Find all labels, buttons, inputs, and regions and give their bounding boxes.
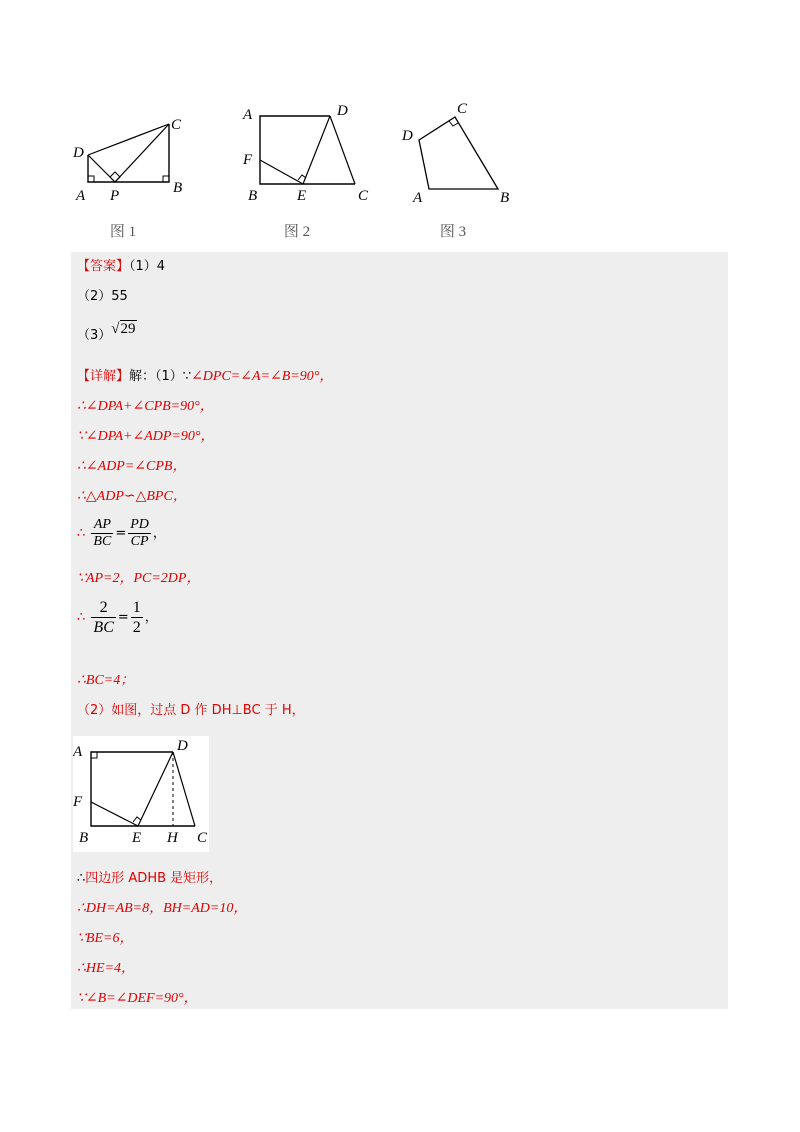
figure-3-caption: 图 3: [439, 224, 467, 240]
detail-line-15: ∵∠B=∠DEF=90°，: [77, 991, 198, 1006]
figure-2: [240, 100, 375, 208]
figure-1-diagram: [70, 110, 190, 205]
answer-part3-radicand: 29: [120, 321, 136, 337]
answer-part2-label: （2）: [77, 289, 112, 304]
detail-line-11: [77, 870, 222, 888]
fraction-ap-bc: [91, 517, 113, 550]
detail-line-12: ∴DH=AB=8，BH=AD=10，: [77, 901, 248, 916]
detail-line-1: [77, 368, 333, 386]
detail-line-9: ∴BC=4；: [77, 673, 135, 688]
sol-fig-label-D: D: [177, 738, 188, 754]
fig3-label-D: D: [402, 128, 413, 144]
detail-l8-equals: =: [117, 610, 129, 625]
detail-line-5: ∴△ADP∽△BPC，: [77, 489, 187, 504]
fraction-ap-bc-denominator: BC: [93, 534, 112, 549]
detail-l6-therefore: ∴: [77, 526, 86, 541]
sol-fig-label-B: B: [79, 830, 89, 846]
sol-fig-label-C: C: [197, 830, 208, 846]
detail-line-13: ∵BE=6，: [77, 931, 134, 946]
answer-part2-value: 55: [111, 289, 128, 304]
sol-fig-label-E: E: [132, 830, 142, 846]
detail-line-3: ∵∠DPA+∠ADP=90°，: [77, 429, 215, 444]
figure-3: [395, 95, 525, 207]
detail-line-6: [77, 516, 166, 552]
fraction-1-2-denominator: 2: [132, 619, 141, 636]
detail-l8-therefore: ∴: [77, 610, 86, 625]
fraction-ap-bc-numerator: AP: [93, 517, 111, 532]
sol-fig-label-A: A: [73, 744, 83, 760]
fig1-label-P: P: [110, 188, 120, 204]
detail-header: 【详解】: [77, 369, 130, 384]
fraction-2-bc-denominator: BC: [93, 619, 114, 636]
answer-part3-sqrt: √29: [111, 321, 136, 337]
detail-l6-equals: =: [115, 526, 127, 541]
fig2-label-E: E: [297, 188, 307, 204]
detail-l11-therefore: ∴: [77, 871, 86, 886]
fraction-pd-cp-denominator: CP: [128, 533, 151, 550]
detail-line-8: [77, 598, 158, 638]
fig2-label-F: F: [243, 152, 253, 168]
fig1-label-D: D: [73, 145, 84, 161]
answer-line-2: [77, 288, 128, 306]
figure-1-caption: 图 1: [109, 224, 137, 240]
figure-3-diagram: [395, 95, 525, 207]
answer-part1-label: （1）: [129, 259, 157, 274]
detail-l8-tail: ，: [144, 610, 158, 625]
fig3-label-C: C: [457, 101, 468, 117]
solution-figure-diagram: [73, 736, 209, 848]
answer-line-3: [77, 320, 137, 345]
fraction-1-2: [131, 598, 143, 637]
figure-2-caption: 图 2: [283, 224, 311, 240]
detail-line-7: ∵AP=2，PC=2DP，: [77, 571, 201, 586]
fig2-label-D: D: [337, 103, 348, 119]
answer-line-1: [77, 258, 165, 276]
answer-header: 【答案】: [77, 259, 130, 274]
fig1-label-A: A: [76, 188, 86, 204]
fig2-label-B: B: [248, 188, 258, 204]
fraction-2-bc: [91, 598, 115, 637]
detail-because-symbol: ∵: [182, 369, 192, 384]
detail-intro: 解：（1）: [129, 369, 183, 384]
sol-fig-label-H: H: [167, 830, 178, 846]
fraction-1-2-numerator: 1: [132, 599, 141, 616]
solution-figure: [73, 736, 209, 852]
detail-line-14: ∴HE=4，: [77, 961, 136, 976]
detail-l6-tail: ，: [152, 526, 166, 541]
answer-part3-label: （3）: [77, 328, 112, 343]
answer-part1-value: 4: [156, 259, 166, 274]
fig1-label-B: B: [173, 180, 183, 196]
fig1-label-C: C: [171, 117, 182, 133]
fraction-pd-cp-numerator: PD: [130, 517, 149, 532]
detail-l1-text: ∠DPC=∠A=∠B=90°，: [191, 369, 334, 384]
fig3-label-B: B: [500, 190, 510, 206]
sol-fig-label-F: F: [73, 794, 83, 810]
detail-line-4: ∴∠ADP=∠CPB，: [77, 459, 187, 474]
solution-panel: [71, 252, 728, 1009]
figure-2-diagram: [240, 100, 375, 208]
detail-line-2: ∴∠DPA+∠CPB=90°，: [77, 399, 214, 414]
figure-1: [70, 110, 190, 205]
fig2-label-A: A: [243, 107, 253, 123]
fig2-label-C: C: [358, 188, 369, 204]
detail-l11-text: 四边形 ADHB 是矩形，: [85, 871, 223, 886]
fig3-label-A: A: [413, 190, 423, 206]
detail-line-10: （2）如图，过点 D 作 DH⊥BC 于 H，: [77, 703, 305, 718]
fraction-pd-cp: [128, 517, 151, 550]
fraction-2-bc-numerator: 2: [99, 599, 108, 616]
